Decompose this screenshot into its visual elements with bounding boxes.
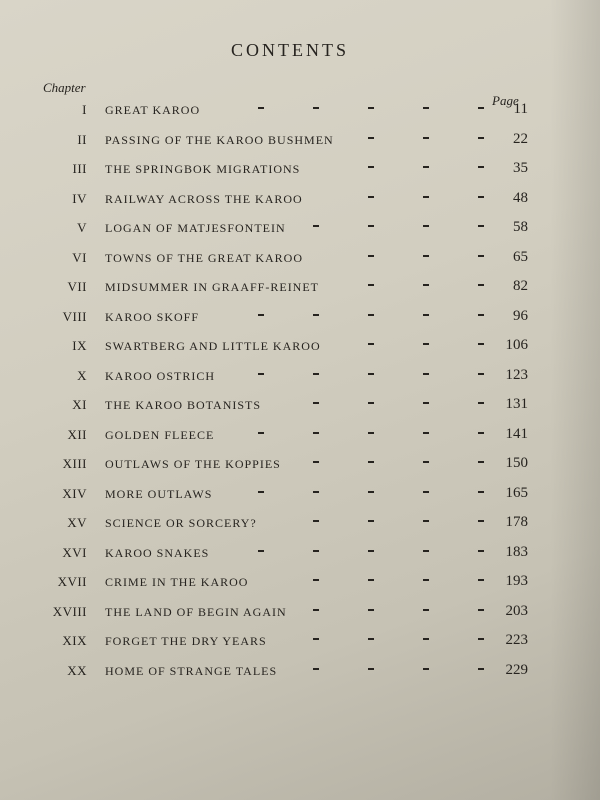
chapter-number: XI — [72, 397, 87, 412]
leader-dash — [368, 520, 374, 522]
leader-dash — [478, 314, 484, 316]
chapter-page-number: 150 — [505, 455, 528, 471]
leader-dash — [368, 107, 374, 109]
leader-dash — [423, 402, 429, 404]
leader-dash — [478, 402, 484, 404]
leader-dash — [258, 432, 264, 434]
toc-entry — [0, 274, 600, 304]
chapter-title: PASSING OF THE KAROO BUSHMEN — [105, 132, 334, 147]
toc-entry — [0, 97, 600, 127]
leader-dash — [423, 137, 429, 139]
leader-dash — [313, 609, 319, 611]
chapter-page-number: 123 — [505, 366, 528, 383]
chapter-page-number: 165 — [505, 484, 528, 501]
leader-dash — [423, 255, 429, 257]
toc-entry — [0, 245, 600, 275]
leader-dash — [423, 461, 429, 463]
leader-dash — [423, 609, 429, 611]
chapter-title: THE KAROO BOTANISTS — [105, 398, 262, 412]
chapter-title: GREAT KAROO — [105, 103, 201, 117]
chapter-number: XVI — [62, 544, 87, 560]
leader-dash — [258, 107, 264, 109]
chapter-number: VII — [67, 279, 87, 294]
chapter-page-number: 65 — [513, 248, 528, 265]
chapter-page-number: 193 — [505, 573, 528, 589]
dot-leader — [0, 274, 600, 303]
toc-entry — [0, 481, 600, 511]
leader-dash — [258, 550, 264, 552]
leader-dash — [258, 491, 264, 493]
leader-dash — [478, 255, 484, 257]
leader-dash — [423, 343, 429, 345]
leader-dash — [423, 373, 429, 375]
leader-dash — [423, 668, 429, 670]
chapter-number: III — [72, 161, 87, 176]
leader-dash — [368, 668, 374, 670]
chapter-page-number: 141 — [505, 425, 528, 442]
leader-dash — [423, 579, 429, 581]
leader-dash — [368, 137, 374, 139]
leader-dash — [313, 373, 319, 375]
chapter-title: GOLDEN FLEECE — [105, 427, 215, 442]
leader-dash — [478, 491, 484, 493]
chapter-page-number: 48 — [513, 189, 528, 206]
toc-entry — [0, 451, 600, 481]
leader-dash — [423, 491, 429, 493]
leader-dash — [368, 255, 374, 257]
contents-heading: CONTENTS — [231, 40, 349, 60]
dot-leader — [0, 215, 600, 244]
chapter-number: VI — [72, 249, 87, 265]
leader-dash — [478, 284, 484, 286]
chapter-number: XV — [67, 515, 87, 530]
leader-dash — [478, 432, 484, 434]
leader-dash — [478, 461, 484, 463]
chapter-page-number: 203 — [505, 602, 528, 619]
leader-dash — [368, 491, 374, 493]
leader-dash — [478, 107, 484, 109]
leader-dash — [368, 196, 374, 198]
chapter-number: II — [77, 131, 87, 147]
toc-entry — [0, 599, 600, 629]
leader-dash — [478, 166, 484, 168]
leader-dash — [478, 373, 484, 375]
chapter-page-number: 131 — [505, 396, 528, 412]
leader-dash — [423, 520, 429, 522]
chapter-title: MIDSUMMER IN GRAAFF-REINET — [105, 280, 320, 294]
chapter-page-number: 22 — [513, 130, 528, 147]
chapter-title: MORE OUTLAWS — [105, 486, 213, 501]
chapter-number: X — [77, 367, 87, 383]
chapter-number: V — [77, 220, 87, 235]
toc-entry — [0, 422, 600, 452]
chapter-title: OUTLAWS OF THE KOPPIES — [105, 457, 281, 471]
leader-dash — [313, 314, 319, 316]
leader-dash — [313, 461, 319, 463]
toc-entry — [0, 540, 600, 570]
chapter-title: LOGAN OF MATJESFONTEIN — [105, 221, 286, 235]
leader-dash — [478, 550, 484, 552]
chapter-page-number: 183 — [505, 543, 528, 560]
leader-dash — [478, 196, 484, 198]
chapter-title: THE SPRINGBOK MIGRATIONS — [105, 162, 301, 176]
leader-dash — [368, 432, 374, 434]
leader-dash — [313, 432, 319, 434]
chapter-number: XVII — [57, 574, 87, 589]
chapter-page-number: 106 — [505, 337, 528, 353]
leader-dash — [313, 402, 319, 404]
chapter-title: KAROO SKOFF — [105, 309, 200, 324]
toc-entry — [0, 304, 600, 334]
leader-dash — [478, 343, 484, 345]
toc-entry — [0, 215, 600, 245]
leader-dash — [368, 402, 374, 404]
chapter-title: KAROO SNAKES — [105, 545, 210, 560]
leader-dash — [423, 107, 429, 109]
chapter-page-number: 11 — [513, 101, 528, 117]
leader-dash — [258, 373, 264, 375]
leader-dash — [368, 225, 374, 227]
chapter-number: VIII — [62, 308, 87, 324]
chapter-number: XIX — [62, 633, 87, 648]
table-of-contents — [0, 97, 600, 687]
leader-dash — [313, 491, 319, 493]
toc-entry — [0, 658, 600, 688]
leader-dash — [478, 668, 484, 670]
chapter-number: XVIII — [52, 603, 87, 619]
leader-dash — [368, 284, 374, 286]
leader-dash — [258, 314, 264, 316]
chapter-page-number: 229 — [505, 661, 528, 678]
toc-entry — [0, 363, 600, 393]
dot-leader — [0, 97, 600, 126]
toc-entry — [0, 156, 600, 186]
chapter-page-number: 178 — [505, 514, 528, 530]
dot-leader — [0, 127, 600, 156]
leader-dash — [313, 550, 319, 552]
toc-entry — [0, 127, 600, 157]
toc-entry — [0, 628, 600, 658]
chapter-number: XX — [67, 662, 87, 678]
leader-dash — [423, 166, 429, 168]
chapter-number: XII — [67, 426, 87, 442]
leader-dash — [423, 225, 429, 227]
dot-leader — [0, 245, 600, 274]
page-column-label: Page — [492, 93, 519, 108]
toc-entry — [0, 569, 600, 599]
chapter-title: SCIENCE OR SORCERY? — [105, 516, 257, 530]
toc-entry — [0, 392, 600, 422]
leader-dash — [313, 520, 319, 522]
leader-dash — [478, 609, 484, 611]
leader-dash — [478, 520, 484, 522]
leader-dash — [423, 196, 429, 198]
chapter-page-number: 96 — [513, 307, 528, 324]
toc-entry — [0, 510, 600, 540]
dot-leader — [0, 186, 600, 215]
chapter-number: IV — [72, 190, 87, 206]
leader-dash — [368, 314, 374, 316]
dot-leader — [0, 304, 600, 333]
leader-dash — [368, 166, 374, 168]
leader-dash — [423, 284, 429, 286]
chapter-page-number: 58 — [513, 219, 528, 235]
leader-dash — [313, 579, 319, 581]
chapter-page-number: 35 — [513, 160, 528, 176]
leader-dash — [368, 550, 374, 552]
leader-dash — [368, 461, 374, 463]
leader-dash — [368, 609, 374, 611]
dot-leader — [0, 156, 600, 185]
chapter-page-number: 223 — [505, 632, 528, 648]
leader-dash — [423, 432, 429, 434]
leader-dash — [368, 579, 374, 581]
chapter-title: TOWNS OF THE GREAT KAROO — [105, 250, 304, 265]
leader-dash — [478, 137, 484, 139]
leader-dash — [313, 668, 319, 670]
leader-dash — [423, 314, 429, 316]
toc-entry — [0, 186, 600, 216]
toc-entry — [0, 333, 600, 363]
chapter-number: I — [82, 102, 87, 117]
leader-dash — [313, 107, 319, 109]
leader-dash — [478, 638, 484, 640]
chapter-number: IX — [72, 338, 87, 353]
chapter-page-number: 82 — [513, 278, 528, 294]
leader-dash — [478, 225, 484, 227]
chapter-title: KAROO OSTRICH — [105, 368, 216, 383]
leader-dash — [368, 638, 374, 640]
chapter-title: HOME OF STRANGE TALES — [105, 663, 278, 678]
leader-dash — [313, 225, 319, 227]
chapter-number: XIII — [62, 456, 87, 471]
leader-dash — [368, 373, 374, 375]
leader-dash — [368, 343, 374, 345]
chapter-title: RAILWAY ACROSS THE KAROO — [105, 191, 303, 206]
leader-dash — [313, 638, 319, 640]
chapter-number: XIV — [62, 485, 87, 501]
chapter-column-label: Chapter — [43, 80, 86, 95]
chapter-title: CRIME IN THE KAROO — [105, 575, 249, 589]
leader-dash — [478, 579, 484, 581]
chapter-title: SWARTBERG AND LITTLE KAROO — [105, 339, 321, 353]
chapter-title: THE LAND OF BEGIN AGAIN — [105, 604, 287, 619]
leader-dash — [423, 638, 429, 640]
chapter-title: FORGET THE DRY YEARS — [105, 634, 267, 648]
leader-dash — [423, 550, 429, 552]
